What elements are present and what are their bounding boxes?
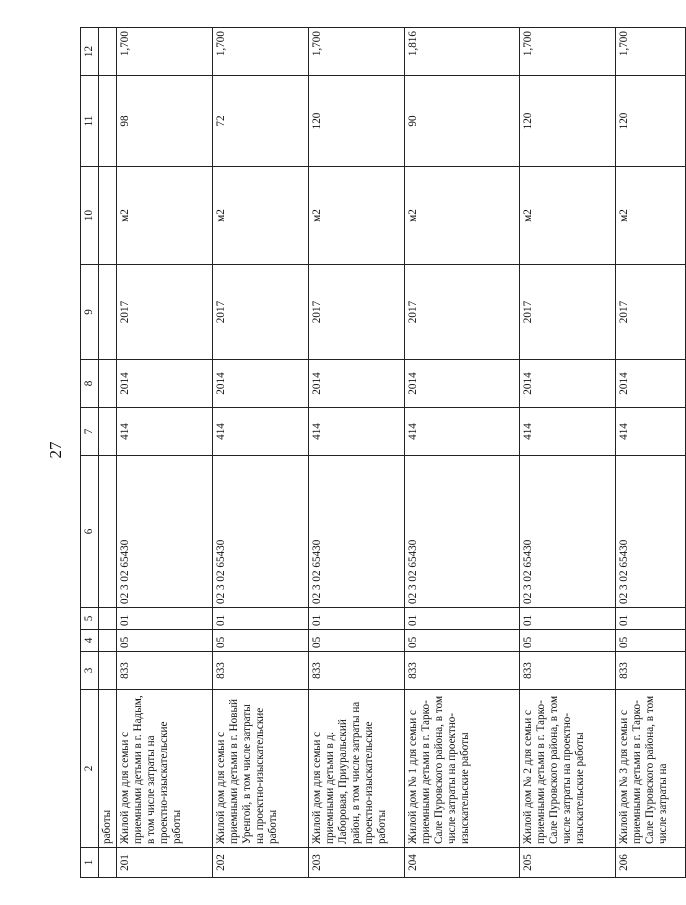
cell-no: 201 [117,848,213,878]
cell-c7: 414 [405,408,520,456]
cell-c6: 02 3 02 65430 [117,456,213,608]
cell-c8: 2014 [117,360,213,408]
cell-name: Жилой дом № 3 для семьи с приемными детьми в г. Тарко-Сале Пуровского района, в том числе затраты на [616,690,686,848]
col-header: 5 [81,608,99,630]
continuation-text: работы [99,690,117,848]
cell-no: 203 [309,848,405,878]
col-header: 6 [81,456,99,608]
cell-c3: 833 [616,652,686,690]
cell-c9: 2017 [405,265,520,360]
cell-c4: 05 [520,630,616,652]
cell-c6: 02 3 02 65430 [616,456,686,608]
cell-c12: 1,700 [117,28,213,76]
cell-c8: 2014 [309,360,405,408]
cell-c7: 414 [616,408,686,456]
cell-c6: 02 3 02 65430 [520,456,616,608]
cell-c9: 2017 [616,265,686,360]
cell-c12: 1,700 [213,28,309,76]
col-header: 8 [81,360,99,408]
cell-c8: 2014 [616,360,686,408]
cell-c10: м2 [520,167,616,265]
col-header: 4 [81,630,99,652]
col-header: 3 [81,652,99,690]
cell-c7: 414 [309,408,405,456]
cell-name: Жилой дом № 1 для семьи с приемными детьми в г. Тарко-Сале Пуровского района, в том числе затраты на проектно-изыскательские работы [405,690,520,848]
cell-c4: 05 [616,630,686,652]
cell-c12: 1,700 [520,28,616,76]
table-row [405,28,520,878]
table-row [213,28,309,878]
cell-c8: 2014 [520,360,616,408]
cell-c5: 01 [213,608,309,630]
col-header: 1 [81,848,99,878]
table-row [520,28,616,878]
cell-c11: 98 [117,76,213,167]
cell-c4: 05 [213,630,309,652]
cell-c10: м2 [117,167,213,265]
cell-c12: 1,700 [616,28,686,76]
cell-no: 204 [405,848,520,878]
cell-c11: 90 [405,76,520,167]
cell-c8: 2014 [213,360,309,408]
cell-c5: 01 [520,608,616,630]
cell-c9: 2017 [117,265,213,360]
cell-c6: 02 3 02 65430 [213,456,309,608]
cell-c7: 414 [520,408,616,456]
cell-name: Жилой дом для семьи с приемными детьми в г. Надым, в том числе затраты на проектно-изыскательские работы [117,690,213,848]
cell-name: Жилой дом для семьи с приемными детьми в г. Новый Уренгой, в том числе затраты на проектно-изыскательские работы [213,690,309,848]
cell-no: 205 [520,848,616,878]
col-header: 12 [81,28,99,76]
cell-c3: 833 [309,652,405,690]
col-header: 7 [81,408,99,456]
cell-c9: 2017 [213,265,309,360]
cell-c12: 1,816 [405,28,520,76]
cell-c6: 02 3 02 65430 [405,456,520,608]
cell-c10: м2 [405,167,520,265]
cell-c10: м2 [616,167,686,265]
rotated-sheet [80,28,669,878]
cell-c10: м2 [309,167,405,265]
cell-c6: 02 3 02 65430 [309,456,405,608]
cell-c3: 833 [117,652,213,690]
cell-c5: 01 [117,608,213,630]
cell-c4: 05 [117,630,213,652]
cell-name: Жилой дом для семьи с приемными детьми в д. Лаборовая, Приуральский район, в том числе затраты на проектно-изыскательские работы [309,690,405,848]
cell-c3: 833 [213,652,309,690]
page-number: 27 [46,441,65,459]
cell-c5: 01 [309,608,405,630]
continuation-row [99,28,117,878]
table-row [117,28,213,878]
col-header: 9 [81,265,99,360]
header-row [81,28,99,878]
cell-c3: 833 [520,652,616,690]
cell-c9: 2017 [309,265,405,360]
table-row [616,28,686,878]
table-row [309,28,405,878]
cell-name: Жилой дом № 2 для семьи с приемными детьми в г. Тарко-Сале Пуровского района, в том числе затраты на проектно-изыскательские работы [520,690,616,848]
cell-c7: 414 [213,408,309,456]
cell-c4: 05 [309,630,405,652]
col-header: 11 [81,76,99,167]
col-header: 2 [81,690,99,848]
cell-c8: 2014 [405,360,520,408]
cell-c11: 120 [520,76,616,167]
cell-c9: 2017 [520,265,616,360]
cell-c5: 01 [405,608,520,630]
cell-c4: 05 [405,630,520,652]
cell-c7: 414 [117,408,213,456]
cell-c5: 01 [616,608,686,630]
col-header: 10 [81,167,99,265]
cell-c11: 120 [309,76,405,167]
cell-c10: м2 [213,167,309,265]
cell-c11: 120 [616,76,686,167]
budget-table [80,27,686,878]
cell-c3: 833 [405,652,520,690]
cell-c11: 72 [213,76,309,167]
cell-no: 202 [213,848,309,878]
cell-c12: 1,700 [309,28,405,76]
cell-no: 206 [616,848,686,878]
